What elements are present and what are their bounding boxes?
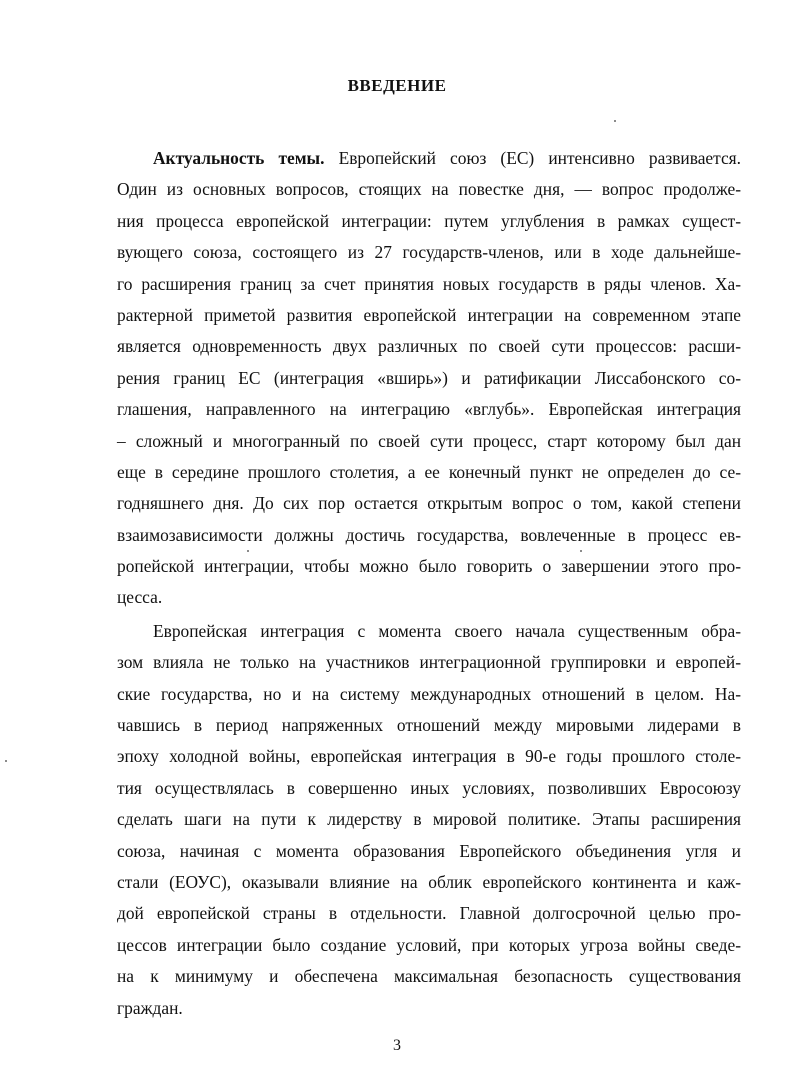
paragraph-line: сделать шаги на пути к лидерству в мировой политике. Этапы расширения xyxy=(117,809,741,830)
paragraph-line: стали (ЕОУС), оказывали влияние на облик европейского континента и каж- xyxy=(117,871,741,892)
paragraph-line: Европейская интеграция с момента своего начала существенным обра- xyxy=(153,620,741,641)
paragraph-1 xyxy=(117,143,741,614)
paragraph-line: годняшнего дня. До сих пор остается открытым вопрос о том, какой степени xyxy=(117,493,741,514)
paragraph-line: граждан. xyxy=(117,997,183,1018)
paragraph-line: на к минимуму и обеспечена максимальная безопасность существования xyxy=(117,966,741,987)
scan-speck xyxy=(247,550,249,552)
paragraph-line: дой европейской страны в отдельности. Главной долгосрочной целью про- xyxy=(117,903,741,924)
page-heading: ВВЕДЕНИЕ xyxy=(347,76,447,95)
scan-speck xyxy=(580,550,582,552)
paragraph-line: глашения, направленного на интеграцию «вглубь». Европейская интеграция xyxy=(117,399,741,420)
paragraph-line: ские государства, но и на систему международных отношений в целом. На- xyxy=(117,683,741,704)
paragraph-line: зом влияла не только на участников интеграционной группировки и европей- xyxy=(117,652,741,673)
paragraph-line: Один из основных вопросов, стоящих на повестке дня, — вопрос продолже- xyxy=(117,179,741,200)
paragraph-line: ропейской интеграции, чтобы можно было говорить о завершении этого про- xyxy=(117,556,741,577)
lead-phrase: Актуальность темы. xyxy=(153,148,325,168)
paragraph-2 xyxy=(117,616,741,1024)
paragraph-line: эпоху холодной войны, европейская интеграция в 90-е годы прошлого столе- xyxy=(117,746,741,767)
paragraph-line: рактерной приметой развития европейской интеграции на современном этапе xyxy=(117,304,741,325)
paragraph-line: цессов интеграции было создание условий, при которых угроза войны сведе- xyxy=(117,934,741,955)
paragraph-line: ния процесса европейской интеграции: путем углубления в рамках сущест- xyxy=(117,210,741,231)
paragraph-line: го расширения границ за счет принятия новых государств в ряды членов. Ха- xyxy=(117,273,741,294)
paragraph-line: взаимозависимости должны достичь государства, вовлеченные в процесс ев- xyxy=(117,524,741,545)
scan-speck xyxy=(5,760,7,762)
paragraph-line: союза, начиная с момента образования Европейского объединения угля и xyxy=(117,840,741,861)
paragraph-line: – сложный и многогранный по своей сути процесс, старт которому был дан xyxy=(117,430,741,451)
paragraph-line: еще в середине прошлого столетия, а ее конечный пункт не определен до се- xyxy=(117,461,741,482)
paragraph-line: чавшись в период напряженных отношений между мировыми лидерами в xyxy=(117,715,741,736)
paragraph-line: является одновременность двух различных по своей сути процессов: расши- xyxy=(117,336,741,357)
body-text xyxy=(117,143,741,1024)
page-number: 3 xyxy=(393,1037,401,1054)
paragraph-line: цесса. xyxy=(117,587,163,608)
paragraph-line: тия осуществлялась в совершенно иных условиях, позволивших Евросоюзу xyxy=(117,777,741,798)
line-text: Европейский союз (ЕС) интенсивно развивается. xyxy=(324,148,742,168)
paragraph-line: вующего союза, состоящего из 27 государств-членов, или в ходе дальнейше- xyxy=(117,242,741,263)
scan-speck xyxy=(614,120,616,122)
paragraph-line: рения границ ЕС (интеграция «вширь») и ратификации Лиссабонского со- xyxy=(117,367,741,388)
paragraph-line xyxy=(117,143,741,174)
